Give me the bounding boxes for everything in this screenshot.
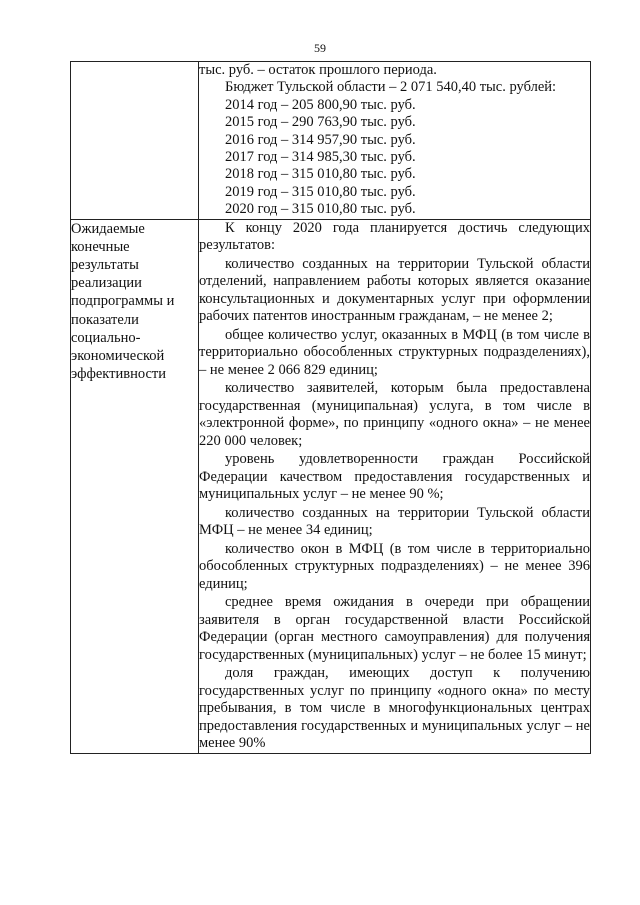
results-paragraph: К концу 2020 года планируется достичь следующих результатов: (199, 219, 590, 254)
row-label-empty (71, 62, 199, 220)
funding-cell (199, 62, 591, 220)
results-paragraph: количество созданных на территории Тульской области МФЦ – не менее 34 единиц; (199, 504, 590, 539)
funding-line: 2019 год – 315 010,80 тыс. руб. (225, 183, 416, 200)
results-paragraph: количество заявителей, которым была предоставлена государственная (муниципальная) услуга, в том числе в «электронной форме», по принципу «одного окна» – не менее 220 000 человек; (199, 380, 590, 449)
results-paragraph: уровень удовлетворенности граждан Российской Федерации качеством предоставления государственных и муниципальных услуг – не менее 90 %; (199, 451, 590, 503)
funding-line: 2017 год – 314 985,30 тыс. руб. (225, 149, 416, 166)
results-paragraph: среднее время ожидания в очереди при обращении заявителя в орган государственной власти Российской Федерации (орган местного самоуправления) для получения государственных (муниципальных) услуг – не более 15 минут; (199, 594, 590, 663)
funding-line: 2015 год – 290 763,90 тыс. руб. (225, 114, 416, 131)
table-row-funding (71, 62, 591, 220)
funding-line: 2016 год – 314 957,90 тыс. руб. (225, 131, 416, 148)
funding-line: Бюджет Тульской области – 2 071 540,40 тыс. рублей: (225, 79, 557, 96)
results-paragraph: количество окон в МФЦ (в том числе в территориально обособленных структурных подразделениях) – не менее 396 единиц; (199, 540, 590, 592)
results-cell (199, 219, 591, 753)
subprogram-passport-table (70, 61, 591, 754)
row-label-expected-results: Ожидаемые конечные результаты реализации подпрограммы и показатели социально-экономической эффективности (71, 219, 199, 753)
funding-line: тыс. руб. – остаток прошлого периода. (199, 62, 437, 78)
page-number: 59 (314, 41, 326, 55)
table-row-results (71, 219, 591, 753)
funding-line: 2014 год – 205 800,90 тыс. руб. (225, 96, 416, 113)
results-paragraph: общее количество услуг, оказанных в МФЦ (в том числе в территориально обособленных структурных подразделениях), – не менее 2 066 829 единиц; (199, 326, 590, 378)
results-paragraph: количество созданных на территории Тульской области отделений, направлением работы которых является оказание консультационных и документарных услуг при оформлении рабочих патентов иностранным гражданам, – не менее 2; (199, 255, 590, 325)
funding-line: 2020 год – 315 010,80 тыс. руб. (225, 201, 416, 218)
results-paragraph: доля граждан, имеющих доступ к получению государственных услуг по принципу «одного окна» по месту пребывания, в том числе в многофункциональных центрах предоставления государственных и муниципальных услуг – не менее 90% (199, 665, 590, 752)
funding-line: 2018 год – 315 010,80 тыс. руб. (225, 166, 416, 183)
